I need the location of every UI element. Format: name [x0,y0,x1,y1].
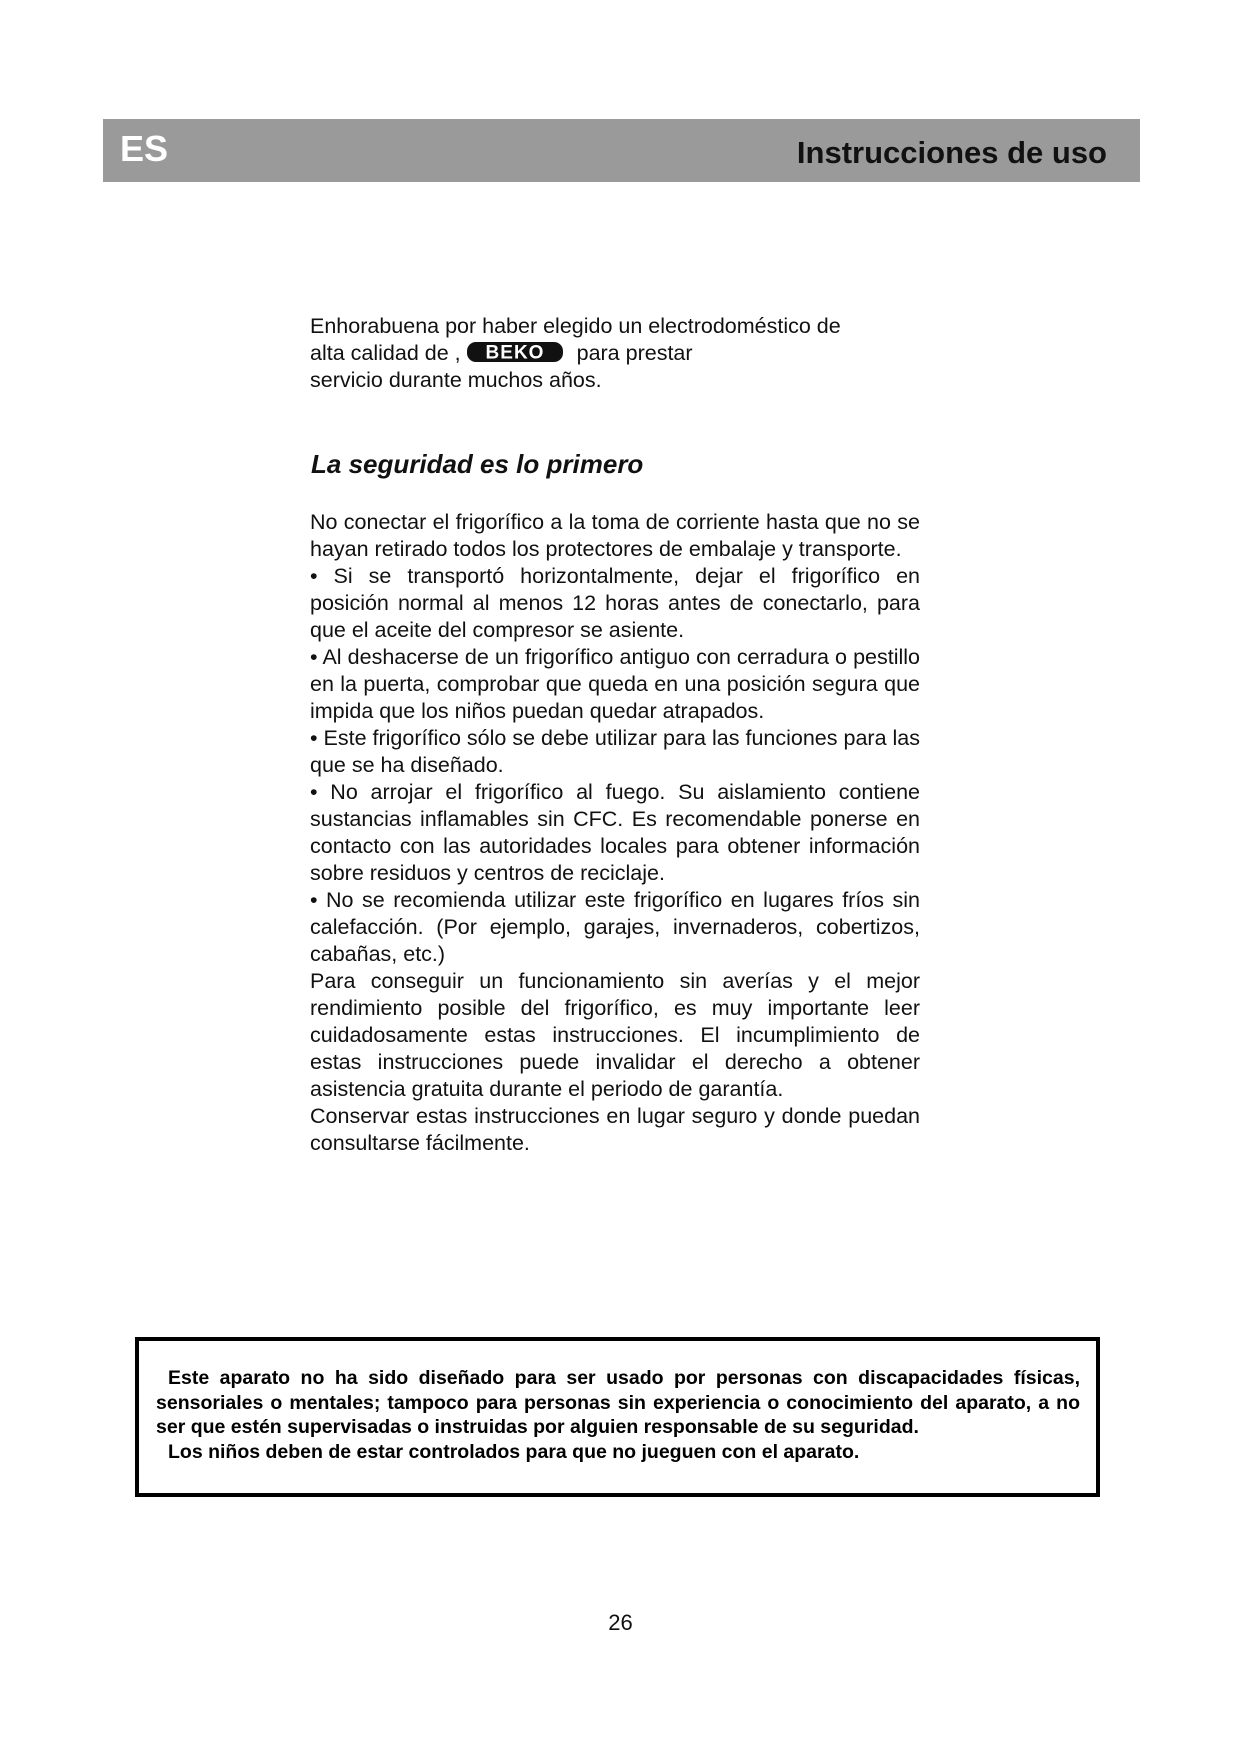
section-heading: La seguridad es lo primero [311,449,644,479]
warning-text: Este aparato no ha sido diseñado para ser usado por personas con discapacidades físicas, sensoriales o mentales; tampoco para personas sin experiencia o conocimiento del aparato, a no ser que estén supervisadas o instruidas por alguien responsable de su seguridad. [156,1367,1080,1438]
safety-bullet: • No se recomienda utilizar este frigorífico en lugares fríos sin calefacción. (Por ejemplo, garajes, invernaderos, cobertizos, cabañas, etc.) [310,888,920,966]
page-title: Instrucciones de uso [796,135,1107,170]
safety-text [310,509,920,1157]
safety-bullet: • No arrojar el frigorífico al fuego. Su aislamiento contiene sustancias inflamables sin CFC. Es recomendable ponerse en contacto con las autoridades locales para obtener información sobre residuos y centros de reciclaje. [310,780,920,885]
beko-logo-graphic [465,340,565,364]
language-code: ES [120,128,169,169]
intro-line-2-end: para prestar [576,341,693,365]
beko-logo-text: BEKO [485,342,545,364]
safety-bullet: • Este frigorífico sólo se debe utilizar para las funciones para las que se ha diseñado. [310,726,920,777]
page-number: 26 [608,1610,633,1635]
intro-line-2-start: alta calidad de , [310,341,461,365]
intro-line-1: Enhorabuena por haber elegido un electrodoméstico de [310,314,841,338]
safety-bullet: • Al deshacerse de un frigorífico antiguo con cerradura o pestillo en la puerta, comprobar que queda en una posición segura que impida que los niños puedan quedar atrapados. [310,645,920,723]
safety-paragraph: Para conseguir un funcionamiento sin averías y el mejor rendimiento posible del frigorífico, es muy importante leer cuidadosamente estas instrucciones. El incumplimiento de estas instrucciones puede invalidar el derecho a obtener asistencia gratuita durante el periodo de garantía. [310,969,920,1101]
intro-paragraph [310,313,920,394]
warning-children-text: Los niños deben de estar controlados para que no jueguen con el aparato. [168,1440,860,1463]
intro-line-3: servicio durante muchos años. [310,368,602,392]
intro-line-2 [310,340,920,367]
safety-paragraph: Conservar estas instrucciones en lugar seguro y donde puedan consultarse fácilmente. [310,1104,920,1155]
safety-bullet: • Si se transportó horizontalmente, dejar el frigorífico en posición normal al menos 12 horas antes de conectarlo, para que el aceite del compresor se asiente. [310,564,920,642]
beko-logo [465,340,565,364]
safety-paragraph: No conectar el frigorífico a la toma de corriente hasta que no se hayan retirado todos los protectores de embalaje y transporte. [310,510,920,561]
header-bar [103,119,1140,182]
warning-box [135,1337,1100,1497]
